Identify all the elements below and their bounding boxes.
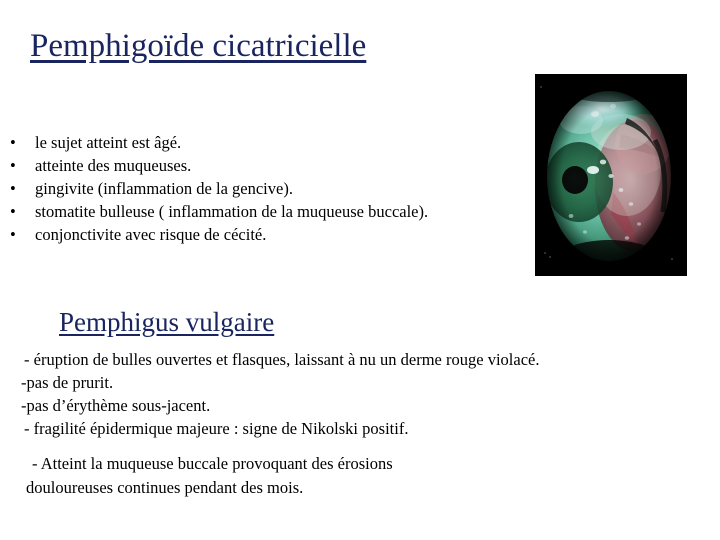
description-line: -pas d’érythème sous-jacent. [21, 396, 211, 415]
list-item-label: stomatite bulleuse ( inflammation de la muqueuse buccale). [35, 202, 429, 221]
pemphigus-description-list [0, 348, 720, 440]
bullet-icon: • [10, 133, 16, 152]
list-item [0, 201, 470, 223]
clinical-eye-photo-graphic [535, 74, 687, 276]
closing-paragraph [0, 452, 560, 500]
list-item-label: atteinte des muqueuses. [35, 156, 192, 175]
closing-paragraph-line-2: douloureuses continues pendant des mois. [26, 478, 304, 497]
list-item-label: le sujet atteint est âgé. [35, 133, 182, 152]
bullet-icon: • [10, 156, 16, 175]
clinical-eye-photo [535, 74, 687, 276]
list-item [0, 132, 470, 154]
list-item [0, 178, 470, 200]
list-item [0, 224, 470, 246]
description-line: -pas de prurit. [21, 373, 114, 392]
description-line: - éruption de bulles ouvertes et flasques, laissant à nu un derme rouge violacé. [24, 350, 540, 369]
page-title: Pemphigoïde cicatricielle [30, 28, 367, 64]
list-item [0, 155, 470, 177]
bullet-icon: • [10, 225, 16, 244]
bullet-icon: • [10, 202, 16, 221]
section-title: Pemphigus vulgaire [59, 307, 275, 337]
list-item-label: gingivite (inflammation de la gencive). [35, 179, 293, 198]
symptom-bullet-list [0, 132, 470, 247]
list-item-label: conjonctivite avec risque de cécité. [35, 225, 267, 244]
description-line: - fragilité épidermique majeure : signe de Nikolski positif. [24, 419, 409, 438]
closing-paragraph-line-1: - Atteint la muqueuse buccale provoquant des érosions [32, 454, 393, 473]
bullet-icon: • [10, 179, 16, 198]
